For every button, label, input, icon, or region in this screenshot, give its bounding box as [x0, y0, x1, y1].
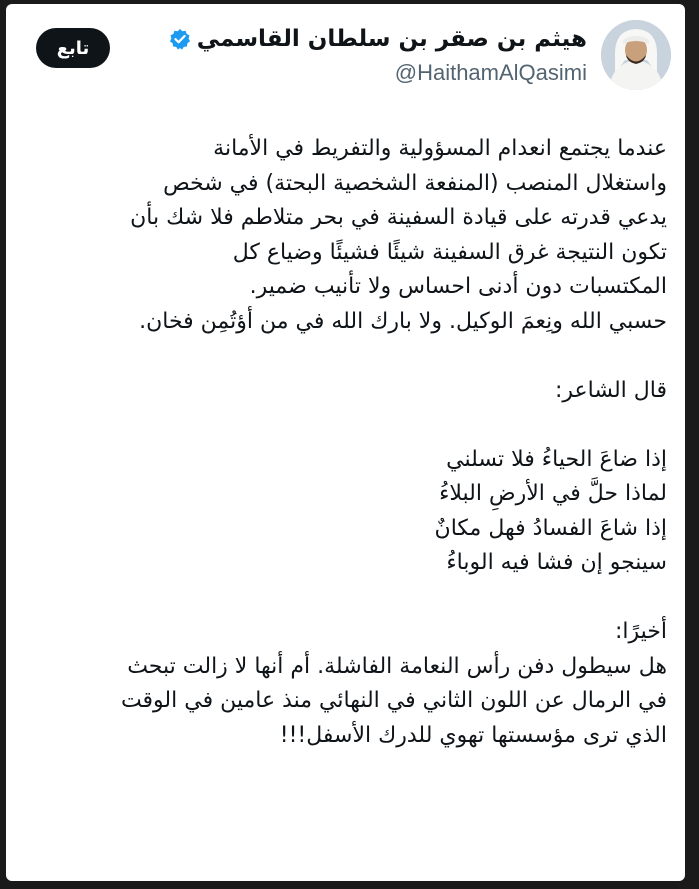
paragraph-spacer [24, 339, 667, 374]
poet-intro: قال الشاعر: [554, 377, 667, 403]
author-handle[interactable]: @HaithamAlQasimi [394, 60, 587, 85]
follow-button[interactable]: تابع [36, 28, 110, 68]
finally-label: أخيرًا: [614, 619, 667, 644]
author-display-name[interactable]: هيثم بن صقر بن سلطان القاسمي [196, 26, 587, 52]
tweet-line: المكتسبات دون أدنى احساس ولا تأنيب ضمير. [249, 274, 667, 299]
tweet-line: الذي ترى مؤسستها تهوي للدرك الأسفل!!! [279, 722, 667, 748]
display-name-row [169, 24, 587, 54]
tweet-line: هل سيطول دفن رأس النعامة الفاشلة. أم أنها لا زالت تبحث [127, 653, 667, 679]
tweet-header [20, 14, 671, 94]
verified-badge-icon [169, 28, 191, 50]
tweet-text [24, 132, 667, 753]
tweet-line: عندما يجتمع انعدام المسؤولية والتفريط في الأمانة [213, 136, 667, 161]
poem [24, 443, 667, 581]
poem-line: إذا ضاعَ الحياءُ فلا تسلني [446, 446, 667, 472]
author-names [169, 24, 587, 86]
tweet-line: تكون النتيجة غرق السفينة شيئًا فشيئًا وضياع كل [232, 239, 667, 265]
avatar-photo [601, 20, 671, 90]
author-avatar[interactable] [601, 20, 671, 90]
poem-line: سينجو إن فشا فيه الوباءُ [446, 550, 667, 575]
paragraph-spacer [24, 581, 667, 616]
tweet-line: حسبي الله ونِعمَ الوكيل. ولا بارك الله في من أؤتُمِن فخان. [139, 308, 667, 334]
poem-line: لماذا حلَّ في الأرضِ البلاءُ [439, 481, 667, 506]
tweet-line: في الرمال عن اللون الثاني في النهائي منذ عامين في الوقت [120, 688, 667, 713]
paragraph-spacer [24, 408, 667, 443]
poem-line: إذا شاعَ الفسادُ فهل مكانٌ [434, 515, 667, 541]
tweet-card [6, 4, 685, 881]
tweet-line: واستغلال المنصب (المنفعة الشخصية البحتة) في شخص [163, 170, 667, 196]
tweet-line: يدعي قدرته على قيادة السفينة في بحر متلاطم فلا شك بأن [130, 205, 667, 230]
